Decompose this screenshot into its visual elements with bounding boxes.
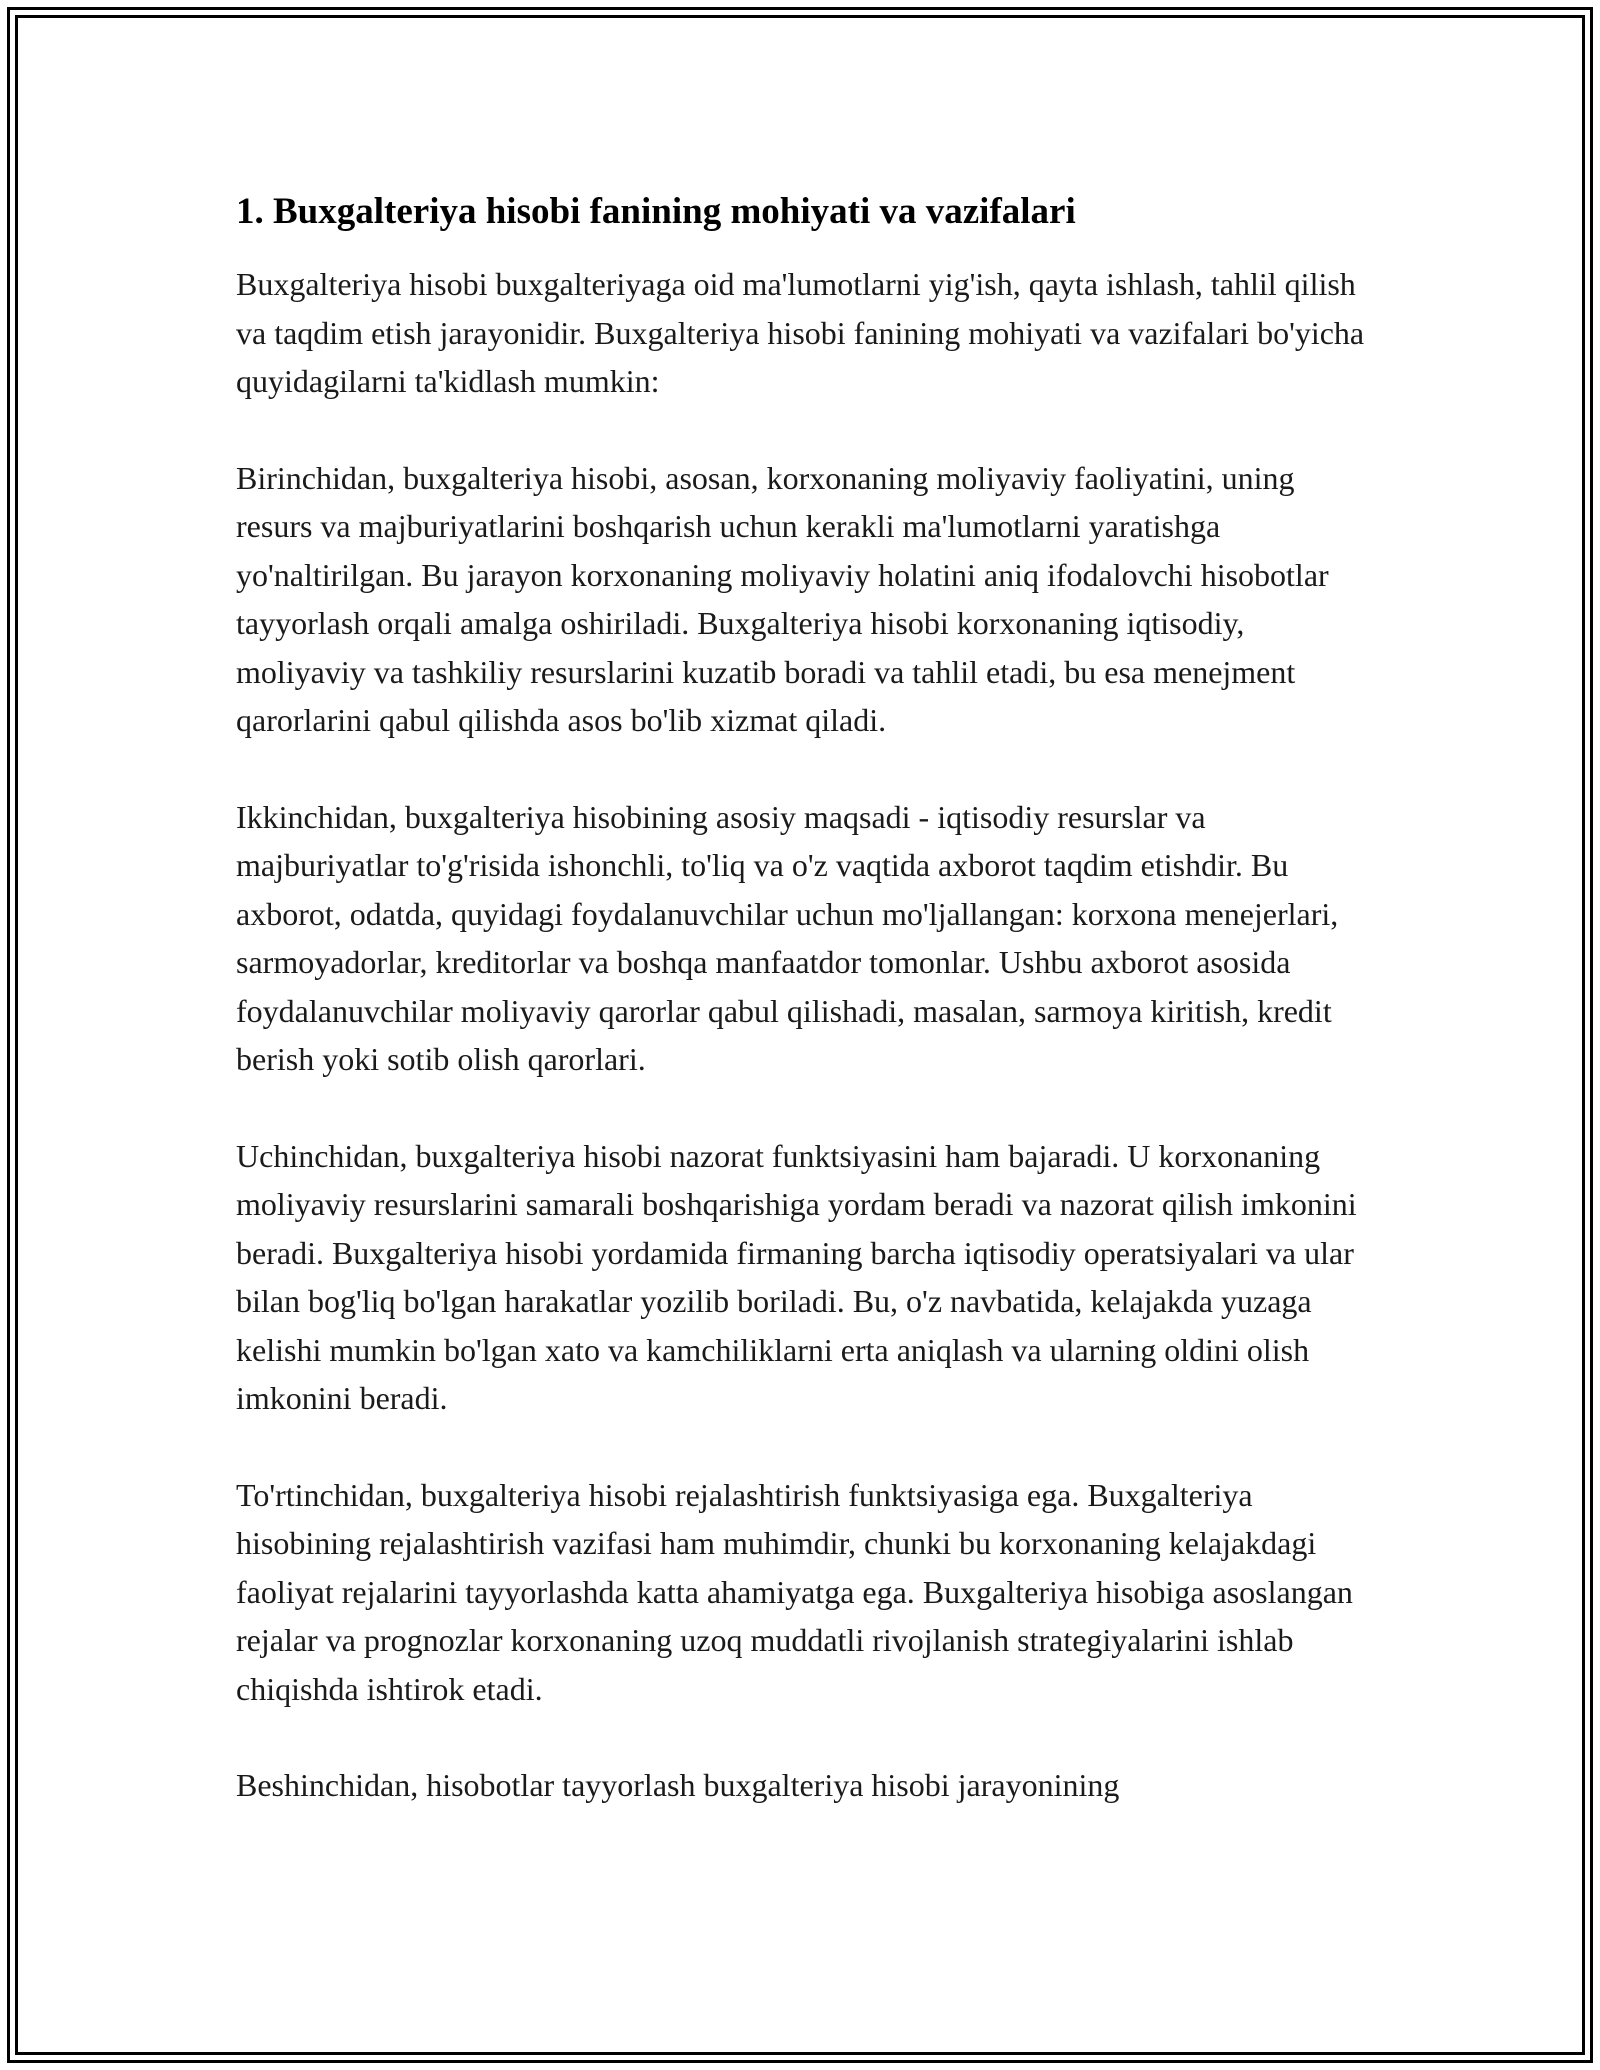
page-content [236,186,1376,1858]
paragraph-first: Birinchidan, buxgalteriya hisobi, asosan, korxonaning moliyaviy faoliyatini, uning resurs va majburiyatlarini boshqarish uchun kerakli ma'lumotlarni yaratishga yo'naltirilgan. Bu jarayon korxonaning moliyaviy holatini aniq ifodalovchi hisobotlar tayyorlash orqali amalga oshiriladi. Buxgalteriya hisobi korxonaning iqtisodiy, moliyaviy va tashkiliy resurslarini kuzatib boradi va tahlil etadi, bu esa menejment qarorlarini qabul qilishda asos bo'lib xizmat qiladi. [236,459,1329,738]
paragraph-second: Ikkinchidan, buxgalteriya hisobining asosiy maqsadi - iqtisodiy resurslar va majburiyatlar to'g'risida ishonchli, to'liq va o'z vaqtida axborot taqdim etishdir. Bu axborot, odatda, quyidagi foydalanuvchilar uchun mo'ljallangan: korxona menejerlari, sarmoyadorlar, kreditorlar va boshqa manfaatdor tomonlar. Ushbu axborot asosida foydalanuvchilar moliyaviy qarorlar qabul qilishadi, masalan, sarmoya kiritish, kredit berish yoki sotib olish qarorlari. [236,798,1339,1077]
paragraph-fourth: To'rtinchidan, buxgalteriya hisobi rejalashtirish funktsiyasiga ega. Buxgalteriya hisobining rejalashtirish vazifasi ham muhimdir, chunki bu korxonaning kelajakdagi faoliyat rejalarini tayyorlashda katta ahamiyatga ega. Buxgalteriya hisobiga asoslangan rejalar va prognozlar korxonaning uzoq muddatli rivojlanish strategiyalarini ishlab chiqishda ishtirok etadi. [236,1476,1353,1707]
section-heading: 1. Buxgalteriya hisobi fanining mohiyati va vazifalari [236,191,1076,232]
paragraph-third: Uchinchidan, buxgalteriya hisobi nazorat funktsiyasini ham bajaradi. U korxonaning moliyaviy resurslarini samarali boshqarishiga yordam beradi va nazorat qilish imkonini beradi. Buxgalteriya hisobi yordamida firmaning barcha iqtisodiy operatsiyalari va ular bilan bog'liq bo'lgan harakatlar yozilib boriladi. Bu, o'z navbatida, kelajakda yuzaga kelishi mumkin bo'lgan xato va kamchiliklarni erta aniqlash va ularning oldini olish imkonini beradi. [236,1137,1357,1416]
paragraph-intro: Buxgalteriya hisobi buxgalteriyaga oid ma'lumotlarni yig'ish, qayta ishlash, tahlil qilish va taqdim etish jarayonidir. Buxgalteriya hisobi fanining mohiyati va vazifalari bo'yicha quyidagilarni ta'kidlash mumkin: [236,266,1365,399]
paragraph-fifth: Beshinchidan, hisobotlar tayyorlash buxgalteriya hisobi jarayonining [236,1767,1120,1803]
